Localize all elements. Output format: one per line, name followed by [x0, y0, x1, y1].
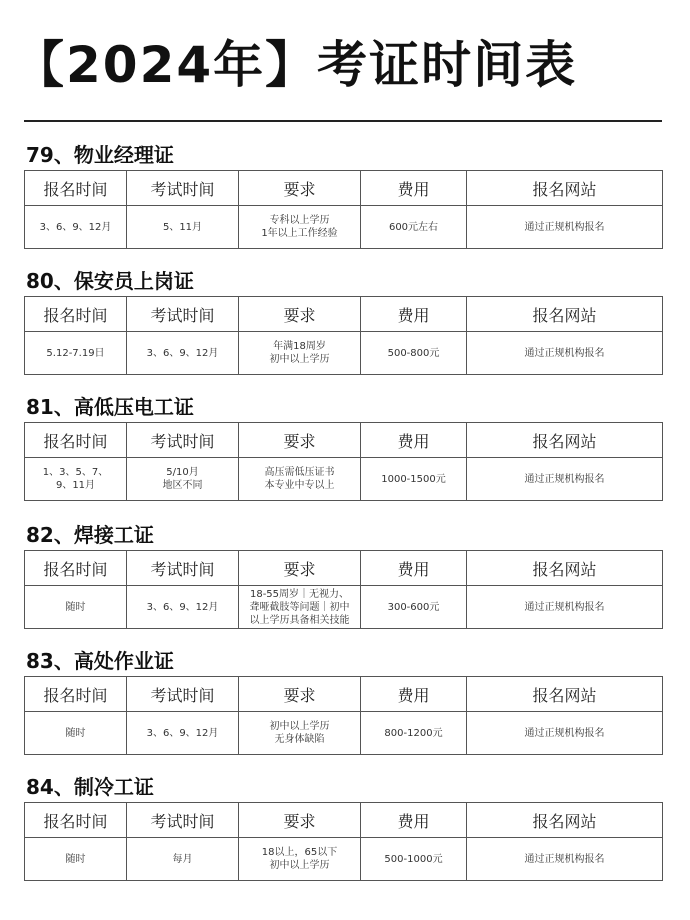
- cell-fee: 500-800元: [361, 332, 467, 375]
- header-signup-site: 报名网站: [467, 423, 663, 458]
- cell-requirements: 初中以上学历 无身体缺陷: [239, 712, 361, 755]
- section-83: [24, 646, 662, 755]
- cell-signup-time: 随时: [25, 838, 127, 881]
- header-signup-time: 报名时间: [25, 551, 127, 586]
- section-84: [24, 772, 662, 881]
- cell-signup-site: 通过正规机构报名: [467, 586, 663, 629]
- header-row: [25, 803, 663, 838]
- cell-exam-time: 3、6、9、12月: [127, 712, 239, 755]
- page-title: 【2024年】考证时间表: [14, 36, 578, 94]
- header-signup-site: 报名网站: [467, 677, 663, 712]
- cell-fee: 1000-1500元: [361, 458, 467, 501]
- info-table: [24, 296, 663, 375]
- section-79: [24, 140, 662, 249]
- cell-signup-time: 5.12-7.19日: [25, 332, 127, 375]
- header-signup-time: 报名时间: [25, 171, 127, 206]
- cell-signup-site: 通过正规机构报名: [467, 458, 663, 501]
- cell-signup-site: 通过正规机构报名: [467, 712, 663, 755]
- cell-signup-time: 1、3、5、7、 9、11月: [25, 458, 127, 501]
- header-signup-time: 报名时间: [25, 677, 127, 712]
- cell-exam-time: 每月: [127, 838, 239, 881]
- header-exam-time: 考试时间: [127, 803, 239, 838]
- cell-exam-time: 3、6、9、12月: [127, 332, 239, 375]
- header-exam-time: 考试时间: [127, 677, 239, 712]
- cell-signup-site: 通过正规机构报名: [467, 332, 663, 375]
- section-heading: 83、高处作业证: [26, 649, 174, 673]
- header-signup-time: 报名时间: [25, 297, 127, 332]
- header-signup-time: 报名时间: [25, 423, 127, 458]
- title-divider: [24, 120, 662, 122]
- header-signup-site: 报名网站: [467, 803, 663, 838]
- cell-fee: 300-600元: [361, 586, 467, 629]
- cell-signup-time: 3、6、9、12月: [25, 206, 127, 249]
- header-requirements: 要求: [239, 803, 361, 838]
- header-fee: 费用: [361, 677, 467, 712]
- header-row: [25, 171, 663, 206]
- table-row: [25, 206, 663, 249]
- info-table: [24, 550, 663, 629]
- info-table: [24, 802, 663, 881]
- header-row: [25, 423, 663, 458]
- section-heading: 80、保安员上岗证: [26, 269, 194, 293]
- header-requirements: 要求: [239, 171, 361, 206]
- info-table: [24, 422, 663, 501]
- header-fee: 费用: [361, 297, 467, 332]
- section-heading: 82、焊接工证: [26, 523, 154, 547]
- cell-fee: 800-1200元: [361, 712, 467, 755]
- header-fee: 费用: [361, 551, 467, 586]
- table-row: [25, 458, 663, 501]
- cell-signup-time: 随时: [25, 586, 127, 629]
- section-81: [24, 392, 662, 501]
- table-row: [25, 712, 663, 755]
- section-heading: 84、制冷工证: [26, 775, 154, 799]
- header-exam-time: 考试时间: [127, 171, 239, 206]
- section-80: [24, 266, 662, 375]
- section-82: [24, 520, 662, 629]
- cell-exam-time: 5、11月: [127, 206, 239, 249]
- cell-signup-time: 随时: [25, 712, 127, 755]
- info-table: [24, 676, 663, 755]
- table-row: [25, 586, 663, 629]
- header-signup-site: 报名网站: [467, 171, 663, 206]
- header-exam-time: 考试时间: [127, 551, 239, 586]
- header-fee: 费用: [361, 803, 467, 838]
- header-row: [25, 551, 663, 586]
- section-heading: 79、物业经理证: [26, 143, 174, 167]
- cell-requirements: 18-55周岁｜无视力、 聋哑截肢等问题｜初中 以上学历具备相关技能: [239, 586, 361, 629]
- header-fee: 费用: [361, 171, 467, 206]
- header-signup-site: 报名网站: [467, 551, 663, 586]
- info-table: [24, 170, 663, 249]
- header-signup-time: 报名时间: [25, 803, 127, 838]
- header-row: [25, 297, 663, 332]
- cell-fee: 600元左右: [361, 206, 467, 249]
- cell-requirements: 年满18周岁 初中以上学历: [239, 332, 361, 375]
- header-requirements: 要求: [239, 297, 361, 332]
- section-heading: 81、高低压电工证: [26, 395, 194, 419]
- cell-signup-site: 通过正规机构报名: [467, 838, 663, 881]
- header-requirements: 要求: [239, 677, 361, 712]
- header-signup-site: 报名网站: [467, 297, 663, 332]
- cell-exam-time: 5/10月 地区不同: [127, 458, 239, 501]
- cell-requirements: 专科以上学历 1年以上工作经验: [239, 206, 361, 249]
- header-exam-time: 考试时间: [127, 297, 239, 332]
- cell-requirements: 高压需低压证书 本专业中专以上: [239, 458, 361, 501]
- cell-exam-time: 3、6、9、12月: [127, 586, 239, 629]
- header-fee: 费用: [361, 423, 467, 458]
- header-requirements: 要求: [239, 551, 361, 586]
- cell-signup-site: 通过正规机构报名: [467, 206, 663, 249]
- header-requirements: 要求: [239, 423, 361, 458]
- table-row: [25, 332, 663, 375]
- cell-requirements: 18以上，65以下 初中以上学历: [239, 838, 361, 881]
- header-row: [25, 677, 663, 712]
- cell-fee: 500-1000元: [361, 838, 467, 881]
- header-exam-time: 考试时间: [127, 423, 239, 458]
- table-row: [25, 838, 663, 881]
